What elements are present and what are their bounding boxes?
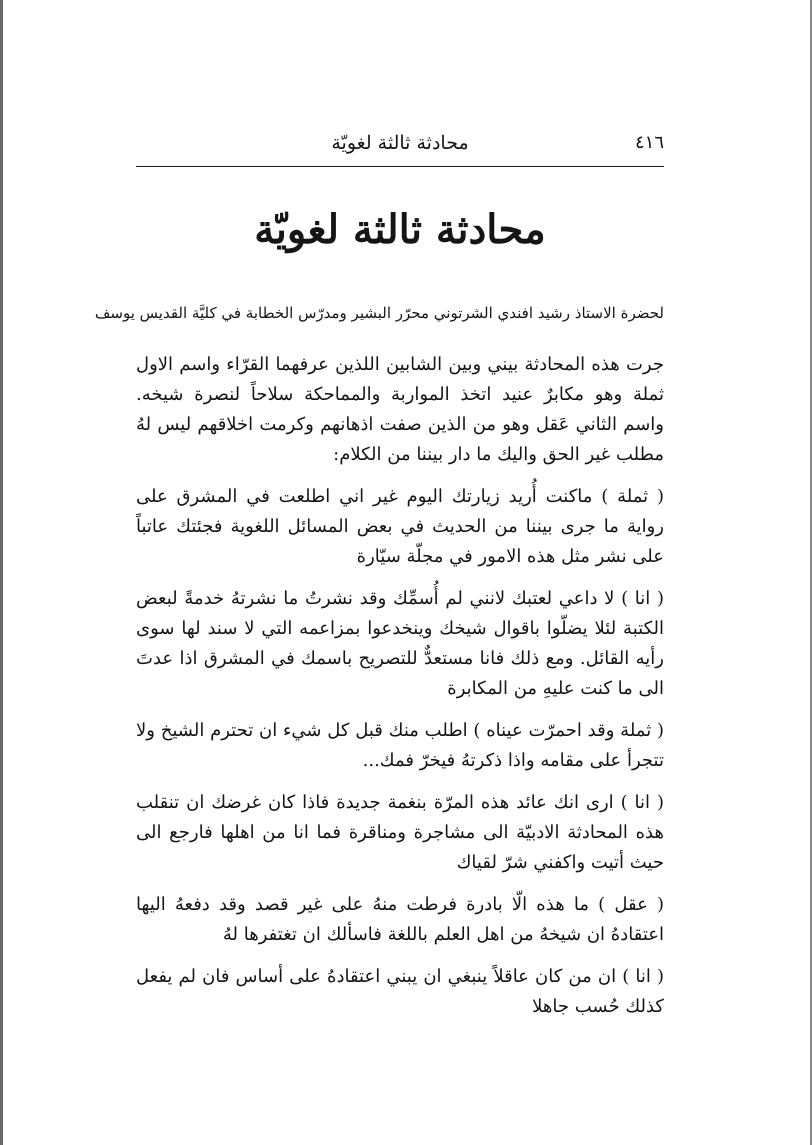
speaker-label: ( انا ): [621, 588, 664, 609]
dialogue-text: ارى انك عائد هذه المرّة بنغمة جديدة فاذا كان غرضك ان تنقلب هذه المحادثة الادبيّة الى مشاجرة ومناقرة فما انا من اهلها فارجع الى حيث أتيت واكفني شرّ لقياك: [136, 792, 664, 873]
header-rule: [136, 166, 664, 167]
intro-paragraph: جرت هذه المحادثة بيني وبين الشابين اللذين عرفهما القرّاء واسم الاول ثملة وهو مكابرٌ عنيد اتخذ المواربة والمماحكة سلاحاً لنصرة شيخه. واسم الثاني عَقل وهو من الذين صفت اذهانهم وكرمت اخلاقهم ليس لهُ مطلب غير الحق واليك ما دار بيننا من الكلام:: [136, 354, 664, 465]
dialogue-text: لا داعي لعتبك لانني لم أُسمِّك وقد نشرتُ ما نشرتهُ خدمةً لبعض الكتبة لئلا يضلّوا باقوال شيخك وينخدعوا بمزاعمه التي لا سند لها سوى رأيه القائل. ومع ذلك فانا مستعدٌّ للتصريح باسمك في المشرق اذا عدتَ الى ما كنت عليهِ من المكابرة: [136, 588, 664, 699]
article-title: محادثة ثالثة لغويّة: [254, 206, 546, 253]
speaker-label: ( ثملة ): [601, 486, 664, 507]
author-byline: لحضرة الاستاذ رشيد افندي الشرتوني محرّر البشير ومدرّس الخطابة في كليَّة القديس يوسف: [94, 304, 664, 322]
speaker-label: ( ثملة وقد احمرّت عيناه ): [473, 720, 664, 741]
dialogue-paragraph: [136, 584, 664, 704]
running-title: محادثة ثالثة لغويّة: [331, 132, 469, 154]
book-page: [94, 118, 665, 1128]
dialogue-paragraph: [136, 890, 664, 950]
dialogue-text: ان من كان عاقلاً ينبغي ان يبني اعتقادهُ على أساس فان لم يفعل كذلك حُسب جاهلا: [136, 966, 664, 1017]
article-body: [136, 350, 664, 1034]
dialogue-paragraph: [136, 962, 664, 1022]
scan-edge-left: [0, 0, 3, 1145]
page-number: ٤١٦: [634, 132, 664, 153]
dialogue-text: اطلب منك قبل كل شيء ان تحترم الشيخ ولا تتجرأ على مقامه واذا ذكرتهُ فيخرّ فمك...: [136, 720, 664, 771]
running-header: [136, 118, 664, 158]
speaker-label: ( عقل ): [598, 894, 665, 915]
speaker-label: ( انا ): [622, 966, 665, 987]
dialogue-paragraph: [136, 716, 664, 776]
speaker-label: ( انا ): [620, 792, 664, 813]
dialogue-paragraph: [136, 482, 664, 572]
dialogue-text: ما هذه الّا بادرة فرطت منهُ على غير قصد وقد دفعهُ اليها اعتقادهُ ان شيخهُ من اهل العلم باللغة فاسألك ان تغتفرها لهُ: [136, 894, 664, 945]
dialogue-paragraph: [136, 788, 664, 878]
dialogue-text: ماكنت أُريد زيارتك اليوم غير اني اطلعت في المشرق على رواية ما جرى بيننا من الحديث في بعض المسائل اللغوية فجئتك عاتباً على نشر مثل هذه الامور في مجلّة سيّارة: [136, 486, 664, 567]
